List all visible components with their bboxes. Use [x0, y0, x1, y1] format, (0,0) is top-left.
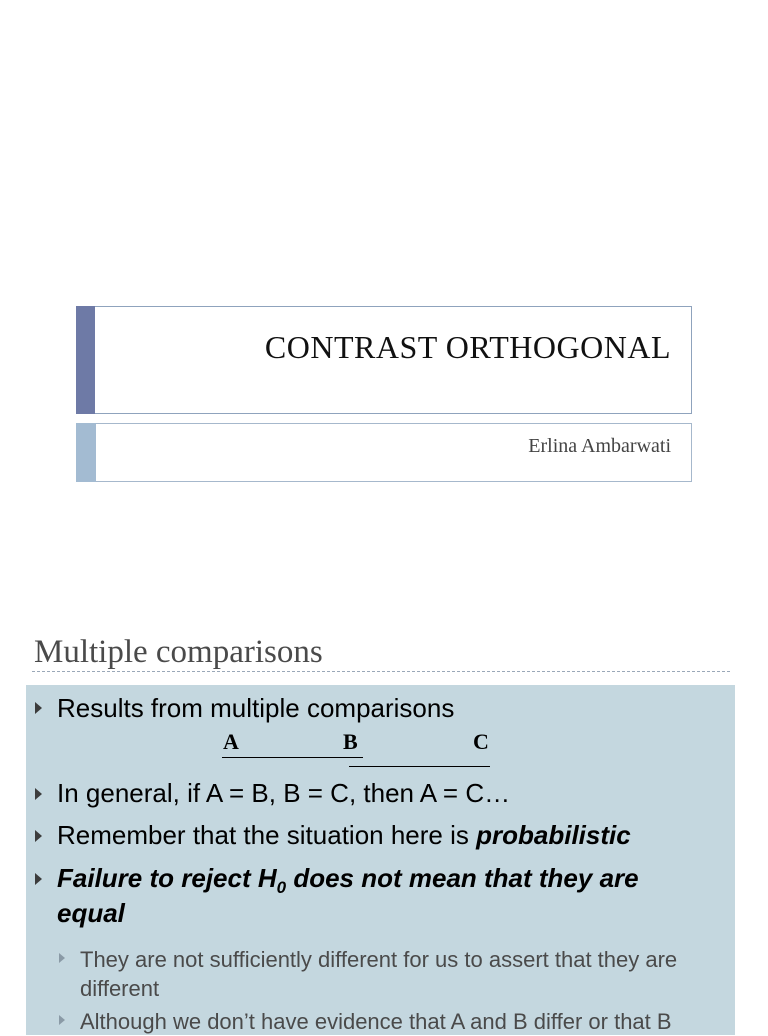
bullet-text-continued: does not mean that they are	[286, 863, 639, 893]
underline-a-b	[222, 757, 363, 758]
bullet-item-wrap	[57, 896, 125, 930]
content-slide	[0, 610, 768, 1034]
subscript-text: 0	[276, 878, 287, 898]
bullet-text-continued: equal	[57, 898, 125, 928]
bullet-arrow-icon	[35, 788, 42, 800]
bullet-arrow-icon	[35, 702, 42, 714]
sub-bullet-text: Although we don’t have evidence that A and B differ or that B	[80, 1009, 672, 1034]
emphasis-text: probabilistic	[476, 820, 631, 850]
bullet-item	[57, 861, 639, 905]
slide-subtitle: Erlina Ambarwati	[528, 435, 671, 457]
title-divider	[32, 671, 730, 672]
bullet-text: Remember that the situation here is	[57, 820, 477, 850]
bullet-item	[57, 776, 510, 810]
group-label-b: B	[343, 729, 358, 754]
subtitle-accent-bar	[76, 423, 96, 482]
sub-bullet-item	[80, 945, 720, 1003]
bullet-text: Results from multiple comparisons	[57, 693, 455, 723]
group-label-c: C	[473, 729, 489, 754]
title-box	[76, 306, 692, 414]
content-slide-title: Multiple comparisons	[34, 634, 323, 670]
underline-b-c	[349, 766, 490, 767]
bullet-item	[57, 691, 454, 725]
bullet-text: Failure to reject H	[57, 863, 277, 893]
slide-title: CONTRAST ORTHOGONAL	[264, 329, 671, 365]
sub-bullet-text: different	[80, 976, 160, 1001]
content-panel	[26, 685, 735, 1035]
group-label-a: A	[223, 729, 239, 754]
sub-bullet-text: They are not sufficiently different for us to assert that they are	[80, 947, 678, 972]
sub-bullet-item	[80, 1007, 720, 1036]
title-accent-bar	[76, 306, 95, 414]
subtitle-box	[76, 423, 692, 482]
sub-bullet-arrow-icon	[59, 953, 65, 963]
bullet-text: In general, if A = B, B = C, then A = C…	[57, 778, 511, 808]
bullet-item	[57, 818, 631, 852]
bullet-arrow-icon	[35, 830, 42, 842]
bullet-arrow-icon	[35, 873, 42, 885]
